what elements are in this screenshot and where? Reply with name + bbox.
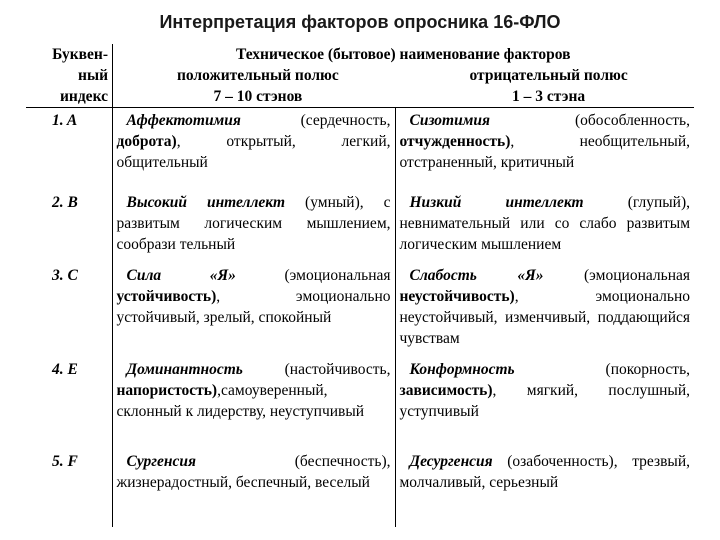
pos-factor-term: Сила «Я»	[126, 266, 236, 284]
names-header: Техническое (бытовое) наименование факторов	[235, 46, 571, 63]
pos-description-part: (настойчивость,	[242, 360, 391, 378]
factor-code: 3. C	[52, 266, 78, 284]
pos-factor-term: Доминантность	[126, 360, 243, 378]
positive-pole-description	[112, 449, 395, 527]
pos-description-rest: , эмоционально устойчивый, зрелый, спокойный	[116, 287, 391, 326]
neg-description-text	[400, 265, 691, 349]
neg-description-text	[400, 192, 691, 255]
factors-table	[26, 44, 694, 527]
negative-pole-description	[395, 108, 694, 190]
negative-pole-header	[403, 65, 694, 107]
names-header-cell	[112, 44, 694, 108]
page-title: Интерпретация факторов опросника 16-ФЛО	[159, 12, 561, 32]
pos-description-bold: устойчивость)	[116, 287, 217, 305]
factor-row	[26, 190, 694, 263]
neg-description-part: (эмоциональная	[543, 266, 691, 284]
index-column-header	[26, 44, 112, 108]
neg-description-part: (глупый), невнимательный или со слабо развитым логическим мышлением	[399, 193, 691, 253]
neg-description-bold: отчужденность)	[399, 133, 511, 150]
factor-row	[26, 357, 694, 449]
pos-description-text	[117, 265, 391, 328]
neg-factor-term: Низкий интеллект	[409, 193, 584, 211]
neg-factor-term: Десургенсия	[409, 452, 493, 470]
positive-pole-description	[112, 190, 395, 263]
negative-pole-description	[395, 449, 694, 527]
pos-description-part: (сердечность,	[240, 112, 391, 129]
pos-description-bold: напористость)	[116, 381, 218, 399]
neg-description-part: (обособленность,	[489, 112, 691, 129]
neg-factor-term: Конформность	[409, 360, 515, 378]
negative-range-label: 1 – 3 стэна	[512, 88, 586, 105]
pos-description-text	[117, 359, 391, 422]
factor-code: 1. A	[52, 112, 78, 129]
positive-pole-label: положительный полюс	[176, 67, 339, 84]
neg-factor-term: Слабость «Я»	[409, 266, 544, 284]
factor-code: 2. B	[52, 193, 78, 211]
negative-pole-description	[395, 190, 694, 263]
pos-description-part: (умный), с развитым логическим мышлением, сообрази тельный	[116, 193, 391, 253]
pos-factor-term: Сургенсия	[126, 452, 196, 470]
pos-description-text	[117, 192, 391, 255]
neg-description-text	[400, 359, 691, 422]
neg-description-bold: зависимость)	[399, 381, 493, 399]
neg-description-text	[400, 451, 691, 493]
positive-pole-description	[112, 108, 395, 190]
pos-description-part: (беспечность), жизнерадостный, беспечный, веселый	[116, 452, 391, 491]
pos-description-part: (эмоциональная	[235, 266, 391, 284]
neg-description-rest: , необщительный, отстраненный, критичный	[399, 133, 691, 171]
positive-pole-description	[112, 263, 395, 357]
pos-description-rest: , открытый, легкий, общительный	[116, 133, 391, 171]
pos-description-rest: ,самоуверенный, склонный к лидерству, неуступчивый	[116, 381, 365, 420]
neg-description-part: (озабоченность), трезвый, молчаливый, серьезный	[399, 452, 691, 491]
neg-factor-term: Сизотимия	[409, 112, 490, 129]
factor-code: 5. F	[52, 452, 78, 470]
negative-pole-description	[395, 357, 694, 449]
neg-description-rest: , мягкий, послушный, уступчивый	[399, 381, 691, 420]
factor-row	[26, 263, 694, 357]
pos-factor-term: Высокий интеллект	[126, 193, 286, 211]
neg-description-bold: неустойчивость)	[399, 287, 515, 305]
neg-description-part: (покорность,	[514, 360, 691, 378]
factor-row	[26, 108, 694, 190]
negative-pole-description	[395, 263, 694, 357]
pos-description-text	[117, 110, 391, 173]
index-header-label: Буквен-ный индекс	[52, 46, 108, 105]
positive-pole-header	[113, 65, 404, 107]
neg-description-rest: , эмоционально неустойчивый, изменчивый, поддающийся чувствам	[399, 287, 691, 347]
pos-description-text	[117, 451, 391, 493]
header-row	[26, 44, 694, 108]
pos-description-bold: доброта)	[116, 133, 177, 150]
factor-code: 4. E	[52, 360, 78, 378]
positive-range-label: 7 – 10 стэнов	[213, 88, 303, 105]
positive-pole-description	[112, 357, 395, 449]
neg-description-text	[400, 110, 691, 173]
negative-pole-label: отрицательный полюс	[469, 67, 628, 84]
pos-factor-term: Аффектотимия	[126, 112, 241, 129]
factor-row	[26, 449, 694, 527]
